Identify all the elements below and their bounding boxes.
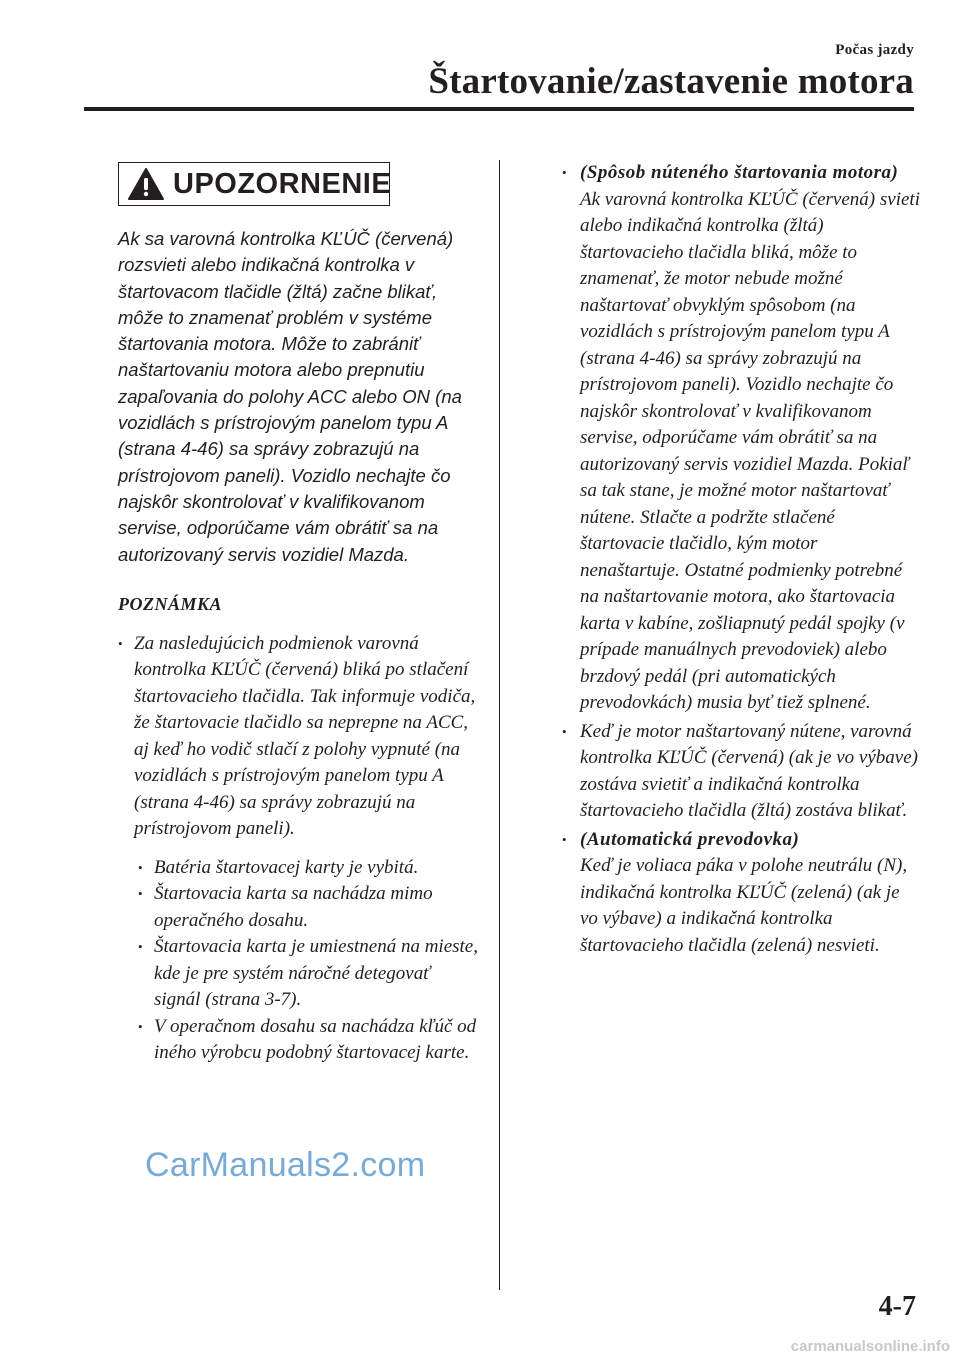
note-heading: POZNÁMKA — [118, 593, 223, 614]
note-sub-list — [118, 855, 480, 1067]
section-title: Počas jazdy — [835, 42, 914, 58]
watermark-logo: CarManuals2.com — [145, 1146, 426, 1184]
list-item: • Štartovacia karta je umiestnená na mieste, kde je pre systém náročné detegovať signál (strana 3-7). — [138, 934, 480, 1014]
list-item: • V operačnom dosahu sa nachádza kľúč od iného výrobcu podobný štartovacej karte. — [138, 1014, 480, 1067]
forced-start-status-item: • Keď je motor naštartovaný nútene, varovná kontrolka KĽÚČ (červená) (ak je vo výbave) zostáva svietiť a indikačná kontrolka štartovacieho tlačidla (žltá) zostáva blikať. — [560, 719, 920, 825]
warning-triangle-icon — [127, 167, 165, 201]
warning-text: Ak sa varovná kontrolka KĽÚČ (červená) rozsvieti alebo indikačná kontrolka v štartovacom tlačidle (žltá) začne blikať, môže to znamenať problém v systéme štartovania motora. Môže to zabrániť naštartovaniu motora alebo prepnutiu zapaľovania do polohy ACC alebo ON (na vozidlách s prístrojovým panelom typu A (strana 4-46) sa správy zobrazujú na prístrojovom paneli). Vozidlo nechajte čo najskôr skontrolovať v kvalifikovanom servise, odporúčame vám obrátiť sa na autorizovaný servis vozidiel Mazda. — [118, 228, 462, 565]
list-item: • Štartovacia karta sa nachádza mimo operačného dosahu. — [138, 881, 480, 934]
warning-box — [118, 162, 390, 206]
left-column — [118, 162, 480, 1067]
forced-start-item — [560, 160, 920, 717]
column-divider — [499, 160, 500, 1290]
header-rule — [84, 107, 914, 111]
page-number: 4-7 — [878, 1291, 916, 1322]
forced-start-text: Ak varovná kontrolka KĽÚČ (červená) svieti alebo indikačná kontrolka (žltá) štartovacieho tlačidla bliká, môže to znamenať, že motor nebude možné naštartovať obvyklým spôsobom (na vozidlách s prístrojovým panelom typu A (strana 4-46) sa správy zobrazujú na prístrojovom paneli). Vozidlo nechajte čo najskôr skontrolovať v kvalifikovanom servise, odporúčame vám obrátiť sa na autorizovaný servis vozidiel Mazda. Pokiaľ sa tak stane, je možné motor naštartovať nútene. Stlačte a podržte stlačené štartovacie tlačidlo, kým motor nenaštartuje. Ostatné podmienky potrebné na naštartovanie motora, ako štartovacia karta v kabíne, zošliapnutý pedál spojky (v prípade manuálnych prevodoviek) alebo brzdový pedál (pri automatických prevodovkách) musia byť tiež splnené. — [580, 188, 920, 713]
automatic-transmission-item — [560, 827, 920, 960]
automatic-transmission-text: Keď je voliaca páka v polohe neutrálu (N), indikačná kontrolka KĽÚČ (zelená) (ak je vo výbave) a indikačná kontrolka štartovacieho tlačidla (zelená) nesvieti. — [580, 855, 908, 956]
page-title: Štartovanie/zastavenie motora — [428, 61, 914, 102]
warning-title: UPOZORNENIE — [173, 167, 392, 200]
note-bullet: • Za nasledujúcich podmienok varovná kontrolka KĽÚČ (červená) bliká po stlačení štartovacieho tlačidla. Tak informuje vodiča, že štartovacie tlačidlo sa neprepne na ACC, aj keď ho vodič stlačí z polohy vypnuté (na vozidlách s prístrojovým panelom typu A (strana 4-46) sa správy zobrazujú na prístrojovom paneli). — [118, 631, 480, 843]
right-column — [560, 160, 920, 959]
list-item: • Batéria štartovacej karty je vybitá. — [138, 855, 480, 882]
automatic-transmission-heading: • (Automatická prevodovka) — [580, 828, 800, 850]
footer-watermark: carmanualsonline.info — [790, 1338, 950, 1355]
forced-start-heading: • (Spôsob núteného štartovania motora) — [580, 162, 899, 183]
